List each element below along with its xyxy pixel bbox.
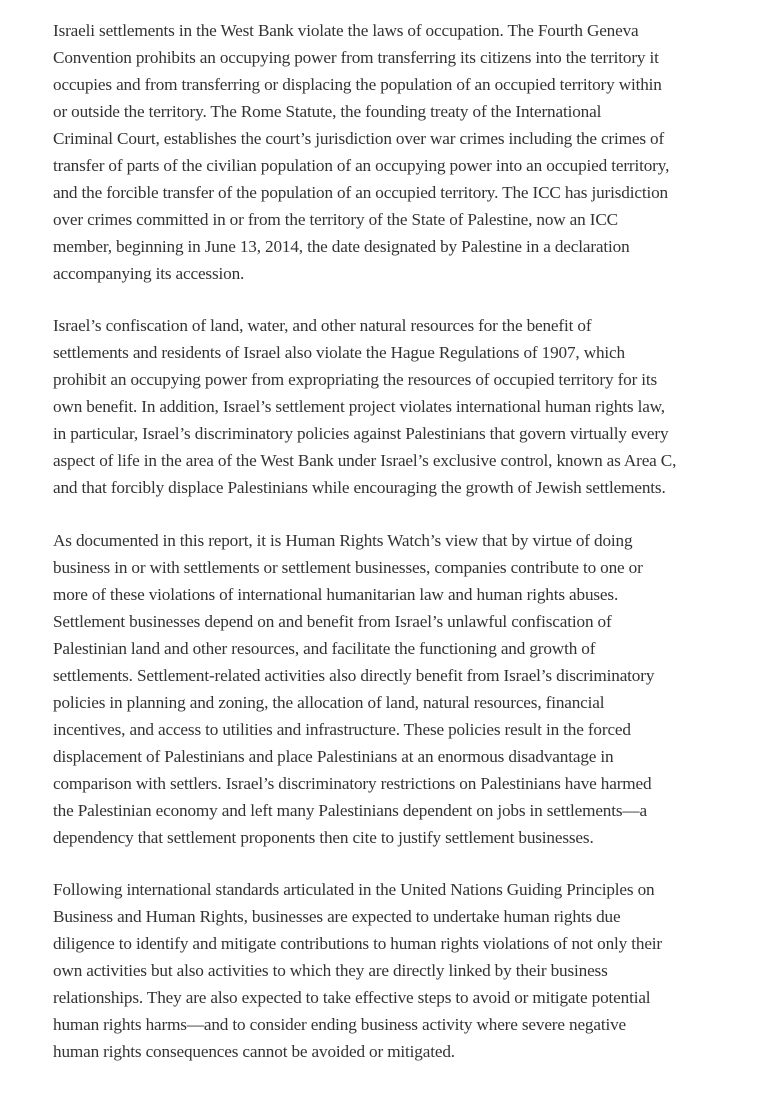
text-line: more of these violations of international humanitarian law and human rights abuses. xyxy=(53,585,619,604)
text-line: over crimes committed in or from the territory of the State of Palestine, now an ICC xyxy=(53,210,618,229)
text-line: displacement of Palestinians and place Palestinians at an enormous disadvantage in xyxy=(53,747,614,766)
text-line: settlements. Settlement-related activities also directly benefit from Israel’s discriminatory xyxy=(53,666,655,685)
text-line: policies in planning and zoning, the allocation of land, natural resources, financial xyxy=(53,693,605,712)
text-line: member, beginning in June 13, 2014, the date designated by Palestine in a declaration xyxy=(53,237,630,256)
text-line: occupies and from transferring or displacing the population of an occupied territory within xyxy=(53,75,662,94)
text-line: human rights consequences cannot be avoided or mitigated. xyxy=(53,1042,455,1061)
text-line: Israel’s confiscation of land, water, and other natural resources for the benefit of xyxy=(53,316,592,335)
text-line: As documented in this report, it is Human Rights Watch’s view that by virtue of doing xyxy=(53,531,633,550)
text-line: human rights harms—and to consider ending business activity where severe negative xyxy=(53,1015,627,1034)
text-line: comparison with settlers. Israel’s discriminatory restrictions on Palestinians have harmed xyxy=(53,774,652,793)
text-line: in particular, Israel’s discriminatory policies against Palestinians that govern virtually every xyxy=(53,424,669,443)
paragraph-confiscation xyxy=(53,312,773,501)
text-line: and that forcibly displace Palestinians while encouraging the growth of Jewish settlements. xyxy=(53,478,666,497)
text-line: prohibit an occupying power from expropriating the resources of occupied territory for its xyxy=(53,370,658,389)
paragraph-business-contribution xyxy=(53,527,773,851)
text-line: the Palestinian economy and left many Palestinians dependent on jobs in settlements—a xyxy=(53,801,647,820)
text-line: relationships. They are also expected to take effective steps to avoid or mitigate potential xyxy=(53,988,651,1007)
text-line: Business and Human Rights, businesses are expected to undertake human rights due xyxy=(53,907,621,926)
text-line: Israeli settlements in the West Bank violate the laws of occupation. The Fourth Geneva xyxy=(53,21,639,40)
text-line: Settlement businesses depend on and benefit from Israel’s unlawful confiscation of xyxy=(53,612,612,631)
paragraph-occupation-law xyxy=(53,17,773,287)
paragraph-un-guiding-principles xyxy=(53,876,773,1065)
text-line: own activities but also activities to which they are directly linked by their business xyxy=(53,961,608,980)
text-line: or outside the territory. The Rome Statute, the founding treaty of the International xyxy=(53,102,602,121)
text-line: incentives, and access to utilities and infrastructure. These policies result in the forced xyxy=(53,720,631,739)
text-line: accompanying its accession. xyxy=(53,264,245,283)
text-line: own benefit. In addition, Israel’s settlement project violates international human rights law, xyxy=(53,397,665,416)
text-line: Palestinian land and other resources, and facilitate the functioning and growth of xyxy=(53,639,596,658)
text-line: business in or with settlements or settlement businesses, companies contribute to one or xyxy=(53,558,643,577)
article-body xyxy=(53,17,773,1090)
text-line: Convention prohibits an occupying power from transferring its citizens into the territory it xyxy=(53,48,659,67)
text-line: settlements and residents of Israel also violate the Hague Regulations of 1907, which xyxy=(53,343,625,362)
text-line: Following international standards articulated in the United Nations Guiding Principles on xyxy=(53,880,655,899)
text-line: transfer of parts of the civilian population of an occupying power into an occupied territory, xyxy=(53,156,670,175)
text-line: and the forcible transfer of the population of an occupied territory. The ICC has jurisdiction xyxy=(53,183,668,202)
text-line: aspect of life in the area of the West Bank under Israel’s exclusive control, known as Area C, xyxy=(53,451,677,470)
text-line: dependency that settlement proponents then cite to justify settlement businesses. xyxy=(53,828,594,847)
text-line: Criminal Court, establishes the court’s jurisdiction over war crimes including the crimes of xyxy=(53,129,665,148)
text-line: diligence to identify and mitigate contributions to human rights violations of not only their xyxy=(53,934,662,953)
